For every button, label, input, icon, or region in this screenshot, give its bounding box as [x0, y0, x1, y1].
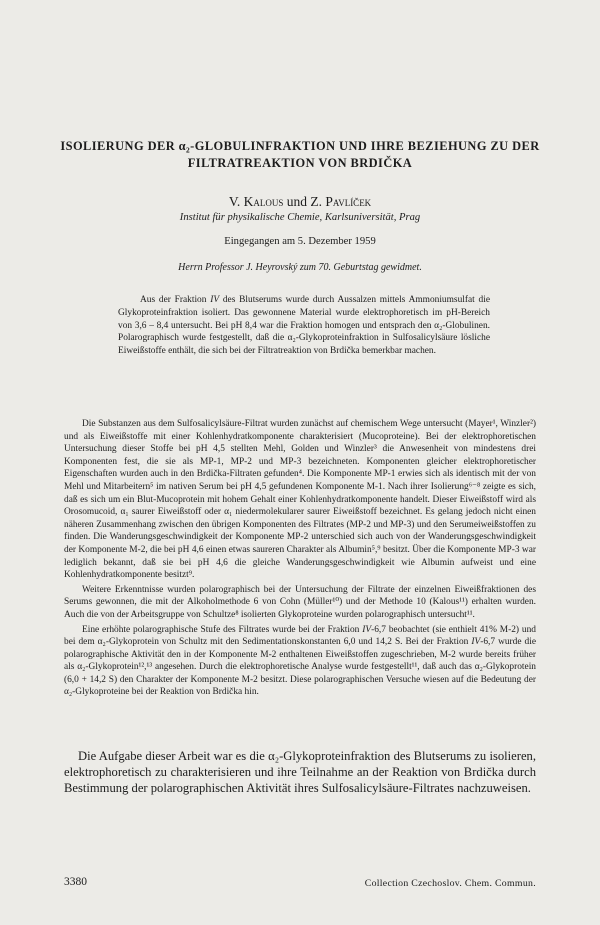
body-text: [64, 418, 536, 701]
abstract-roman: IV: [210, 295, 220, 305]
author-conjunction: und: [283, 194, 311, 209]
para3-part-c: -6,7 wurde die polarographische Aktivität den in der Komponente M-2 enthaltenen Eiweißstoffen zugeschrieben, M-2 wurde bereits früher als α₂-Glykoprotein¹²,¹³ angesehen. Durch die elektrophoretische Analyse wurde festgestellt¹¹, daß auch das α₂-Glykoprotein (6,0 + 14,2 S) den Charakter der Komponente M-2 besitzt. Diese polarographischen Versuche wiesen auf die Bedeutung der α₂-Glykoproteine bei der Reaktion von Brdička hin.: [64, 637, 536, 698]
para3-part-b: -6,7 beobachtet (sie enthielt 41% M-2) und bei dem α₂-Glykoprotein von Schultz mit den Sedimentationskonstanten 6,0 und 14,2 S. Bei der Fraktion: [64, 624, 536, 648]
closing-paragraph: Die Aufgabe dieser Arbeit war es die α₂-Glykoproteinfraktion des Blutserums zu isolieren, elektrophoretisch zu charakterisieren und ihre Teilnahme an der Reaktion von Brdička durch Bestimmung der polarographischen Aktivität ihres Sulfosalicylsäure-Filtrates nachzuweisen.: [64, 749, 536, 795]
author2-given: Z.: [310, 194, 326, 209]
received-date: Eingegangen am 5. Dezember 1959: [224, 236, 376, 247]
body-paragraph-3: [64, 624, 536, 700]
dedication: Herrn Professor J. Heyrovský zum 70. Geburtstag gewidmet.: [178, 262, 422, 273]
page-number: 3380: [64, 876, 87, 888]
para3-part-a: Eine erhöhte polarographische Stufe des Filtrates wurde bei der Fraktion: [82, 624, 363, 635]
affiliation: Institut für physikalische Chemie, Karlsuniversität, Prag: [179, 212, 421, 223]
body-paragraph-2: Weitere Erkenntnisse wurden polarographisch bei der Untersuchung der Filtrate der einzelnen Eiweißfraktionen des Serums gewonnen, die mit der Alkoholmethode 6 von Cohn (Müller¹⁰) und der Methode 10 (Kalous¹¹) erhalten wurden. Auch die von der Arbeitsgruppe von Schultze⁸ isolierten Glykoproteine wurden polarographisch untersucht¹¹.: [64, 584, 536, 620]
para3-roman-2: IV: [471, 637, 481, 648]
author1-surname: Kalous: [243, 194, 284, 209]
body-paragraph-1: Die Substanzen aus dem Sulfosalicylsäure-Filtrat wurden zunächst auf chemischem Wege untersucht (Mayer¹, Winzler²) und als Eiweißstoffe mit einer Kohlenhydratkomponente charakterisiert (Mucoproteine). Bei der elektrophoretischen Untersuchung dieser Stoffe bei pH 4,5 stellten Mehl, Golden und Winzler³ die Anwesenheit von mindestens drei Komponenten fest, die sie als MP-1, MP-2 und MP-3 bezeichneten. Komponenten gleicher elektrophoretischer Eigenschaften wurden auch in den Brdička-Filtraten gefunden⁴. Die Komponente MP-1 erwies sich als identisch mit der von Mehl und Mitarbeitern⁵ im nativen Serum bei pH 4,5 gefundenen Komponente M-1. Nach ihrer Isolierung⁶⁻⁸ zeigte es sich, daß es sich um ein Blut-Mucoprotein mit hohem Gehalt einer Kohlenhydratkomponente handelt. Dieser Eiweißstoff wird als Orosomucoid, α₁ saurer Eiweißstoff oder α₁ niedermolekularer saurer Eiweißstoff bezeichnet. Es gelang jedoch nicht einen näheren Zusammenhang zwischen den übrigen Komponenten des Filtrates (MP-2 und MP-3) und den Serumeiweißstoffen zu finden. Die Wanderungsgeschwindigkeit der Komponente MP-2 unterschied sich auch von der Wanderungsgeschwindigkeit der Komponente M-2, die bei pH 4,6 einen etwas saureren Charakter als Albumin⁵,⁹ besitzt. Über die Komponente MP-3 war lediglich bekannt, daß sie bei pH 4,6 die gleiche Wanderungsgeschwindigkeit wie Albumin aufweist und eine Kohlenhydratkomponente besitzt⁹.: [64, 419, 536, 581]
abstract-part2: des Blutserums wurde durch Aussalzen mittels Ammoniumsulfat die Glykoproteinfraktion isoliert. Das gewonnene Material wurde elektrophoretisch im pH-Bereich von 3,6 – 8,4 untersucht. Bei pH 8,4 war die Fraktion homogen und entsprach den α₂-Globulinen. Polarographisch wurde festgestellt, daß die α₂-Glykoproteinfraktion in Sulfosalicylsäure lösliche Eiweißstoffe enthält, die sich bei der Filtratreaktion von Brdička bemerkbar machen.: [118, 295, 490, 357]
article-title: ISOLIERUNG DER α₂-GLOBULINFRAKTION UND IHRE BEZIEHUNG ZU DER FILTRATREAKTION VON BRDIČKA: [60, 139, 540, 170]
author2-surname: Pavlíček: [325, 194, 372, 209]
authors: [0, 194, 600, 210]
abstract-part1: Aus der Fraktion: [140, 295, 211, 305]
abstract: [118, 294, 490, 358]
para3-roman-1: IV: [362, 624, 372, 635]
author1-given: V.: [228, 194, 244, 209]
journal-name: Collection Czechoslov. Chem. Commun.: [364, 878, 536, 889]
